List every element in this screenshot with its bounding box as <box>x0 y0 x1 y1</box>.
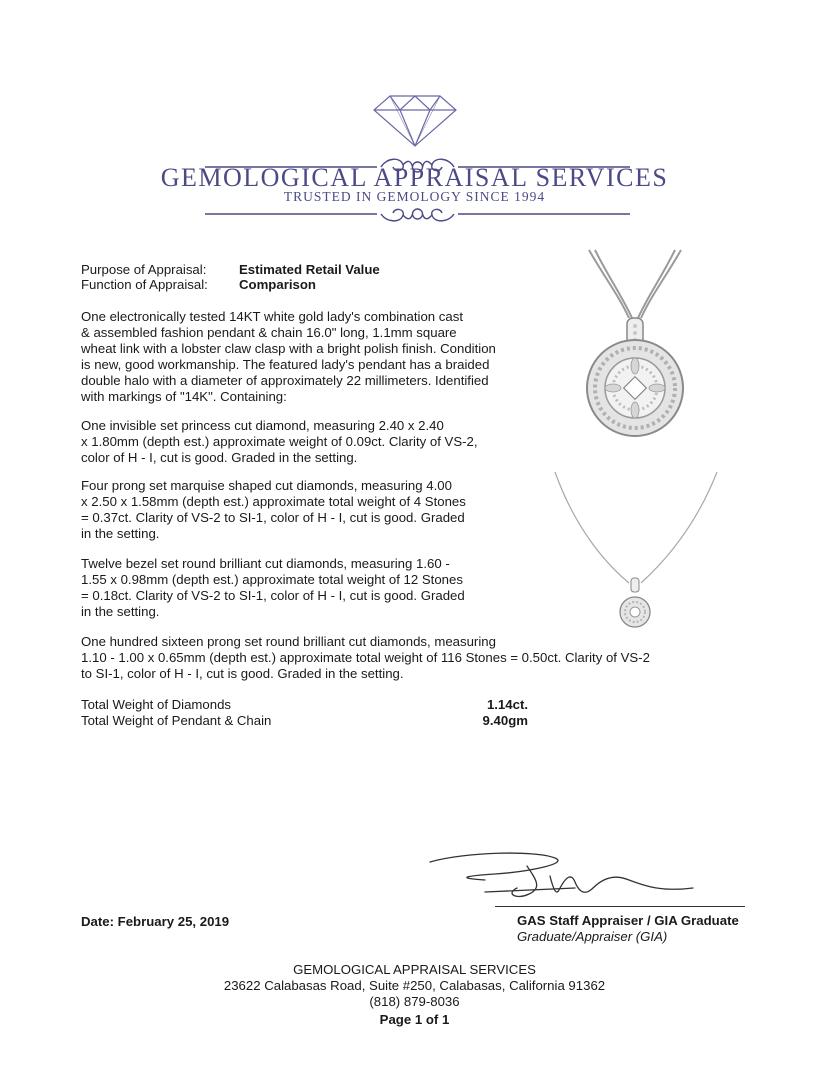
description-marquise <box>81 478 531 542</box>
company-tagline: TRUSTED IN GEMOLOGY SINCE 1994 <box>283 189 546 204</box>
total-diamonds-label: Total Weight of Diamonds <box>81 697 232 712</box>
description-line: Four prong set marquise shaped cut diamonds, measuring 4.00 <box>81 478 452 493</box>
description-line: 1.10 - 1.00 x 0.65mm (depth est.) approximate total weight of 116 Stones = 0.50ct. Clarity of VS-2 <box>81 650 650 665</box>
description-line: One invisible set princess cut diamond, measuring 2.40 x 2.40 <box>81 418 444 433</box>
description-line: in the setting. <box>81 526 160 541</box>
description-line: = 0.37ct. Clarity of VS-2 to SI-1, color of H - I, cut is good. Graded <box>81 510 465 525</box>
page-number: Page 1 of 1 <box>379 1012 450 1027</box>
diamond-logo-icon <box>370 88 460 148</box>
purpose-value: Estimated Retail Value <box>239 262 380 277</box>
total-pendant-value: 9.40gm <box>482 713 528 728</box>
description-main <box>81 309 531 405</box>
description-line: color of H - I, cut is good. Graded in the setting. <box>81 450 358 465</box>
appraiser-signature-icon <box>425 848 695 908</box>
appraiser-title: GAS Staff Appraiser / GIA Graduate <box>517 913 739 928</box>
description-line: double halo with a diameter of approximately 22 millimeters. Identified <box>81 373 489 388</box>
footer-company: GEMOLOGICAL APPRAISAL SERVICES <box>293 962 536 977</box>
description-line: One hundred sixteen prong set round brilliant cut diamonds, measuring <box>81 634 496 649</box>
company-name: GEMOLOGICAL APPRAISAL SERVICES <box>160 163 669 192</box>
description-line: to SI-1, color of H - I, cut is good. Graded in the setting. <box>81 666 404 681</box>
total-pendant-label: Total Weight of Pendant & Chain <box>81 713 272 728</box>
description-line: 1.55 x 0.98mm (depth est.) approximate total weight of 12 Stones <box>81 572 463 587</box>
description-line: wheat link with a lobster claw clasp with a bright polish finish. Condition <box>81 341 496 356</box>
function-label: Function of Appraisal: <box>81 277 208 292</box>
description-line: Twelve bezel set round brilliant cut diamonds, measuring 1.60 - <box>81 556 450 571</box>
pendant-closeup-photo <box>575 248 695 448</box>
total-diamonds-value: 1.14ct. <box>486 697 528 712</box>
signature-line <box>495 906 745 907</box>
function-value: Comparison <box>239 277 316 292</box>
description-line: with markings of "14K". Containing: <box>81 389 287 404</box>
description-prong <box>81 634 691 682</box>
description-line: One electronically tested 14KT white gold lady's combination cast <box>81 309 463 324</box>
description-line: = 0.18ct. Clarity of VS-2 to SI-1, color of H - I, cut is good. Graded <box>81 588 465 603</box>
description-bezel <box>81 556 531 620</box>
description-line: is new, good workmanship. The featured lady's pendant has a braided <box>81 357 490 372</box>
description-line: & assembled fashion pendant & chain 16.0" long, 1.1mm square <box>81 325 457 340</box>
description-line: x 1.80mm (depth est.) approximate weight of 0.09ct. Clarity of VS-2, <box>81 434 478 449</box>
purpose-label: Purpose of Appraisal: <box>81 262 207 277</box>
pendant-on-chain-photo <box>545 468 725 638</box>
footer-phone: (818) 879-8036 <box>369 994 460 1009</box>
description-line: x 2.50 x 1.58mm (depth est.) approximate total weight of 4 Stones <box>81 494 466 509</box>
scroll-flourish-bottom-icon <box>205 203 630 225</box>
appraisal-date: Date: February 25, 2019 <box>81 914 230 929</box>
description-line: in the setting. <box>81 604 160 619</box>
description-princess <box>81 418 531 466</box>
footer-address: 23622 Calabasas Road, Suite #250, Calabasas, California 91362 <box>223 978 606 993</box>
appraiser-subtitle: Graduate/Appraiser (GIA) <box>517 929 668 944</box>
